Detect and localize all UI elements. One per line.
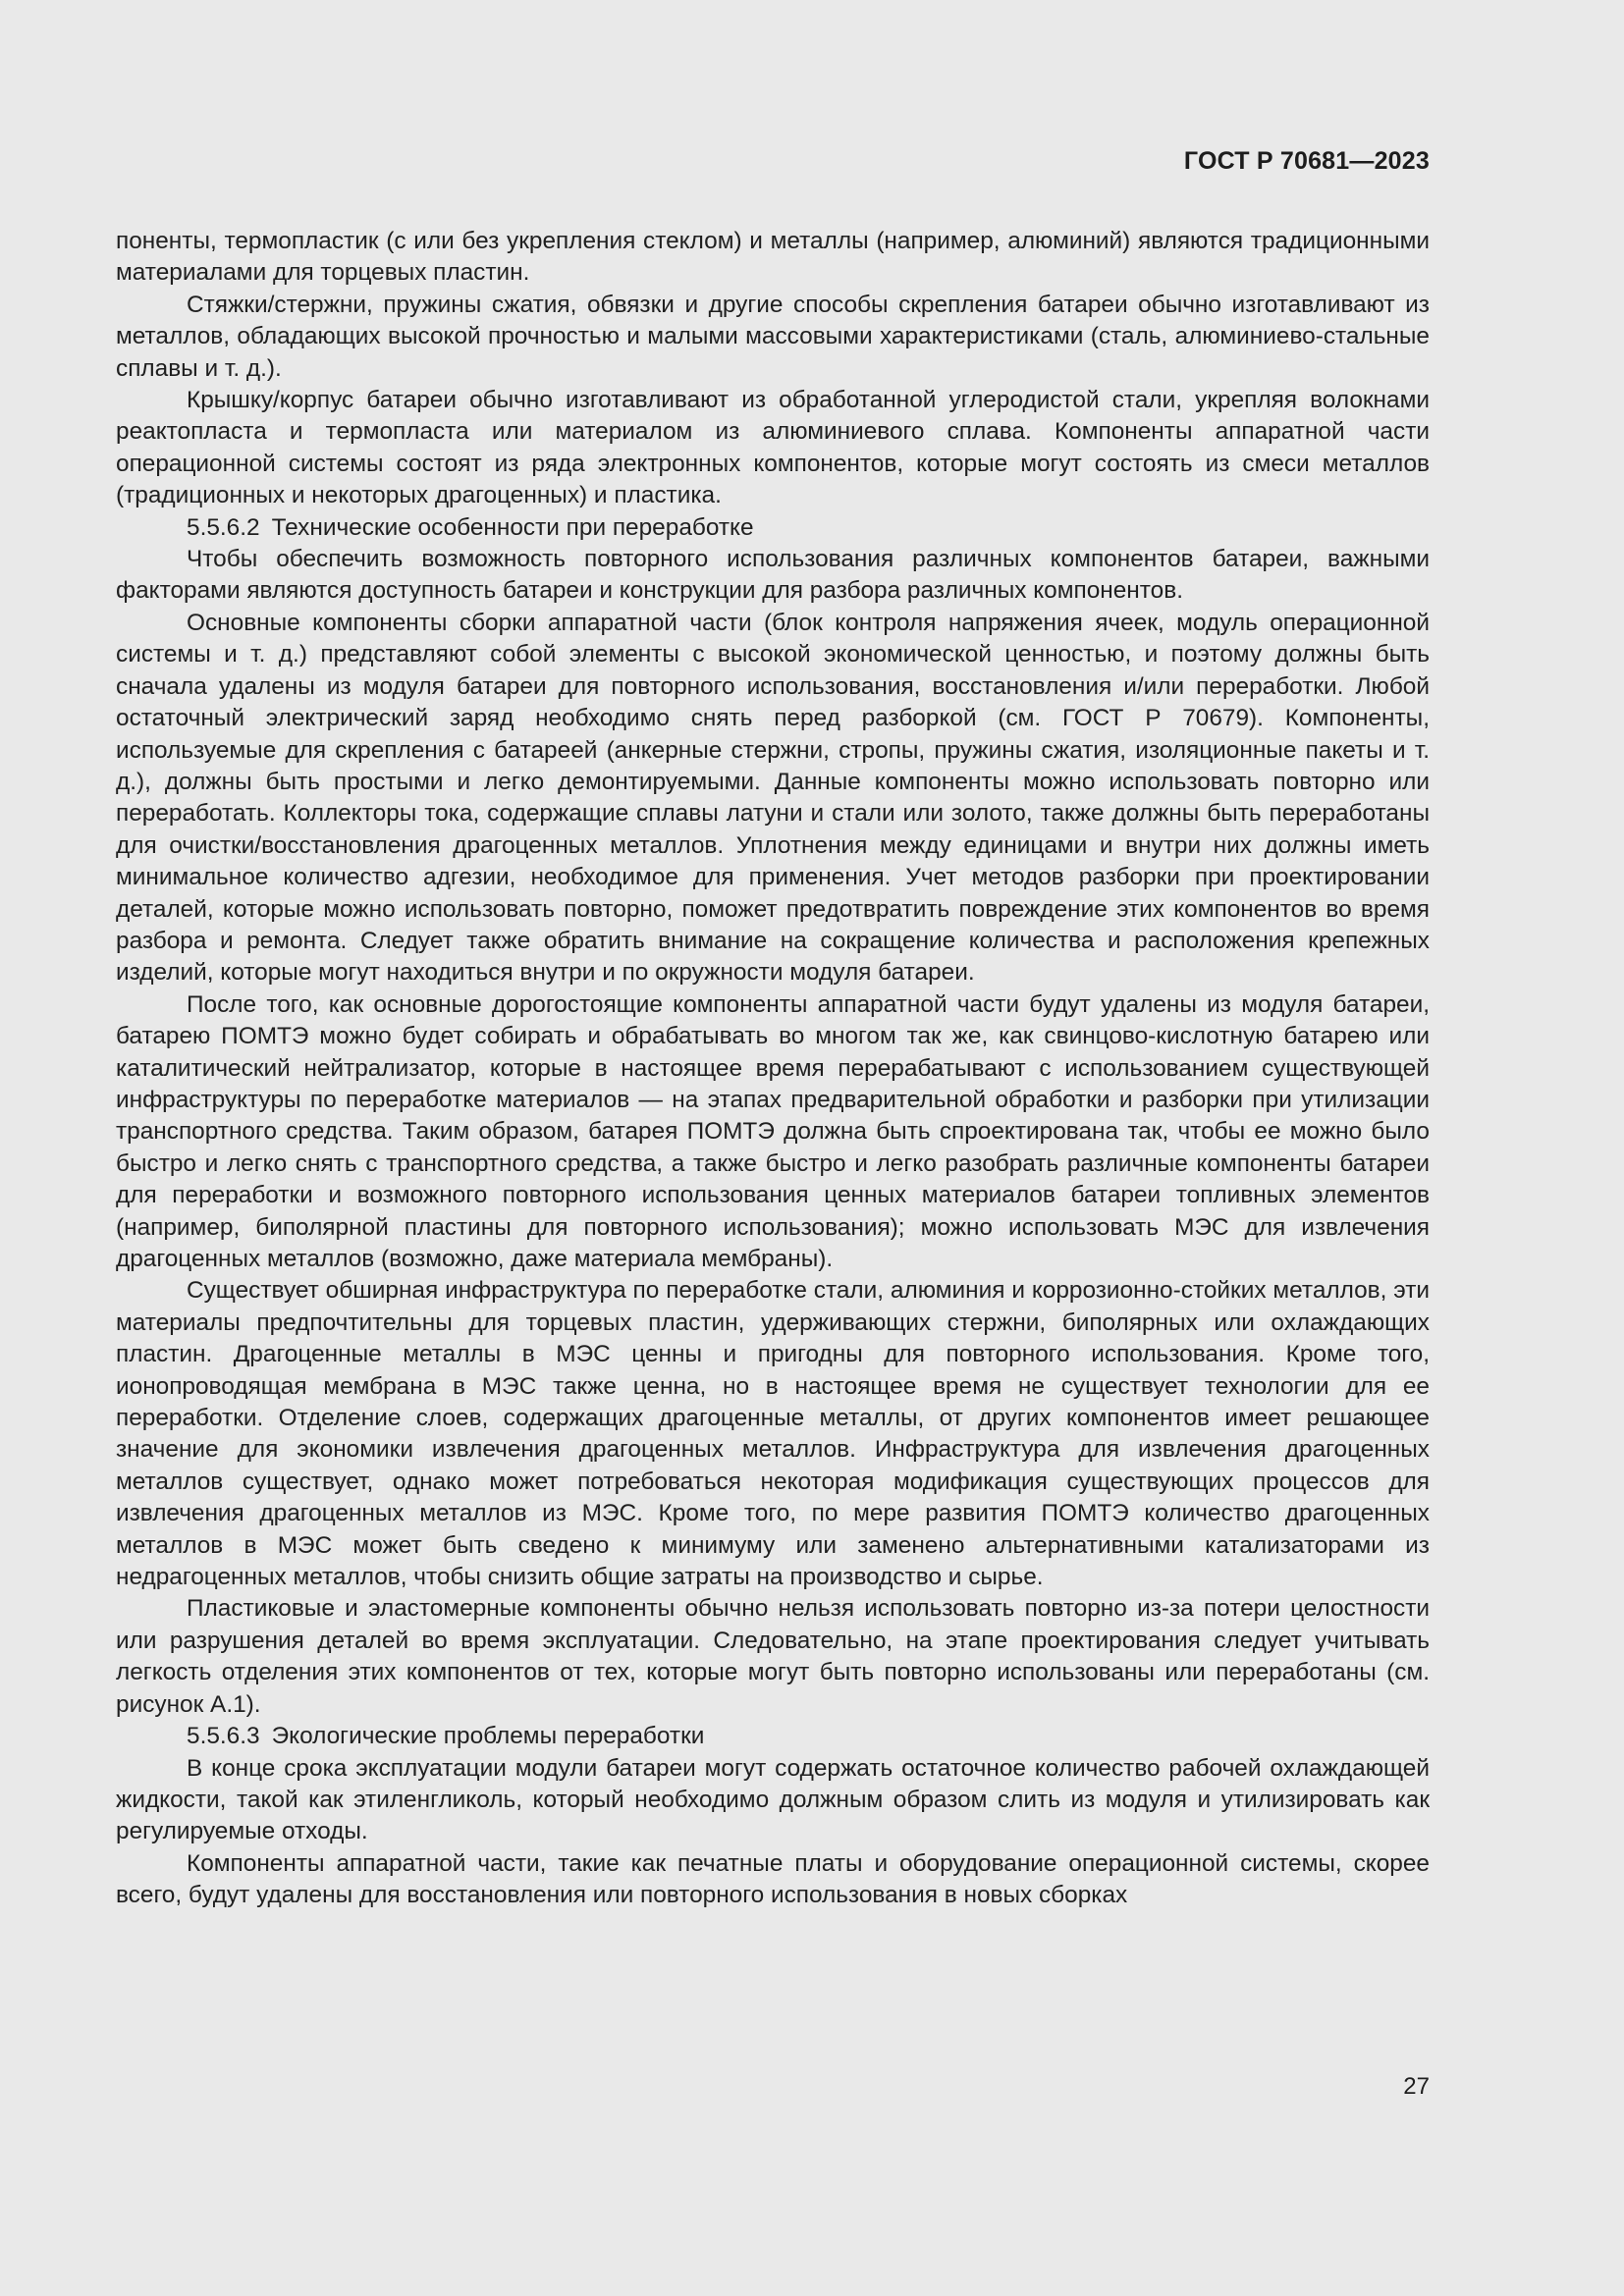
paragraph-continuation: поненты, термопластик (с или без укрепления стеклом) и металлы (например, алюминий) являются традиционными материалами для торцевых пластин.: [116, 228, 1430, 287]
paragraph: Крышку/корпус батареи обычно изготавливают из обработанной углеродистой стали, укрепляя волокнами реактопласта и термопласта или материалом из алюминиевого сплава. Компоненты аппаратной части операционной системы состоят из ряда электронных компонентов, которые могут состоять из смеси металлов (традиционных и некоторых драгоценных) и пластика.: [116, 387, 1430, 509]
paragraph: Чтобы обеспечить возможность повторного использования различных компонентов батареи, важными факторами являются доступность батареи и конструкции для разбора различных компонентов.: [116, 546, 1430, 605]
paragraph: Основные компоненты сборки аппаратной части (блок контроля напряжения ячеек, модуль операционной системы и т. д.) представляют собой элементы с высокой экономической ценностью, и поэтому должны быть сначала удалены из модуля батареи для повторного использования, восстановления и/или переработки. Любой остаточный электрический заряд необходимо снять перед разборкой (см. ГОСТ Р 70679). Компоненты, используемые для скрепления с батареей (анкерные стержни, стропы, пружины сжатия, изоляционные пакеты и т. д.), должны быть простыми и легко демонтируемыми. Данные компоненты можно использовать повторно или переработать. Коллекторы тока, содержащие сплавы латуни и стали или золото, также должны быть переработаны для очистки/восстановления драгоценных металлов. Уплотнения между единицами и внутри них должны иметь минимальное количество адгезии, необходимое для применения. Учет методов разборки при проектировании деталей, которые можно использовать повторно, поможет предотвратить повреждение этих компонентов во время разбора и ремонта. Следует также обратить внимание на сокращение количества и расположения крепежных изделий, которые могут находиться внутри и по окружности модуля батареи.: [116, 609, 1430, 987]
page-number: 27: [1403, 2073, 1430, 2100]
paragraph: После того, как основные дорогостоящие компоненты аппаратной части будут удалены из модуля батареи, батарею ПОМТЭ можно будет собирать и обрабатывать во многом так же, как свинцово-кислотную батарею или каталитический нейтрализатор, которые в настоящее время перерабатывают с использованием существующей инфраструктуры по переработке материалов — на этапах предварительной обработки и разборки при утилизации транспортного средства. Таким образом, батарея ПОМТЭ должна быть спроектирована так, чтобы ее можно было быстро и легко снять с транспортного средства, а также быстро и легко разобрать различные компоненты батареи для переработки и возможного повторного использования ценных материалов батареи топливных элементов (например, биполярной пластины для повторного использования); можно использовать МЭС для извлечения драгоценных металлов (возможно, даже материала мембраны).: [116, 990, 1430, 1272]
section-title: Экологические проблемы переработки: [271, 1723, 705, 1750]
paragraph: Компоненты аппаратной части, такие как печатные платы и оборудование операционной системы, скорее всего, будут удалены для восстановления или повторного использования в новых сборках: [116, 1849, 1430, 1909]
paragraph: В конце срока эксплуатации модули батареи могут содержать остаточное количество рабочей охлаждающей жидкости, такой как этиленгликоль, который необходимо должным образом слить из модуля и утилизировать как регулируемые отходы.: [116, 1754, 1430, 1845]
section-number: 5.5.6.3: [187, 1723, 260, 1750]
section-heading-5-5-6-2: [116, 512, 1430, 544]
section-title: Технические особенности при переработке: [271, 513, 754, 541]
standard-designation: ГОСТ Р 70681—2023: [1183, 147, 1430, 175]
section-heading-5-5-6-3: [116, 1721, 1430, 1752]
section-number: 5.5.6.2: [187, 513, 260, 541]
paragraph: Стяжки/стержни, пружины сжатия, обвязки и другие способы скрепления батареи обычно изготавливают из металлов, обладающих высокой прочностью и малыми массовыми характеристиками (сталь, алюминиево-стальные сплавы и т. д.).: [116, 291, 1430, 382]
document-body: [116, 226, 1430, 1912]
paragraph: Пластиковые и эластомерные компоненты обычно нельзя использовать повторно из-за потери целостности или разрушения деталей во время эксплуатации. Следовательно, на этапе проектирования следует учитывать легкость отделения этих компонентов от тех, которые могут быть повторно использованы или переработаны (см. рисунок А.1).: [116, 1595, 1430, 1718]
paragraph: Существует обширная инфраструктура по переработке стали, алюминия и коррозионно-стойких металлов, эти материалы предпочтительны для торцевых пластин, удерживающих стержни, биполярных или охлаждающих пластин. Драгоценные металлы в МЭС ценны и пригодны для повторного использования. Кроме того, ионопроводящая мембрана в МЭС также ценна, но в настоящее время не существует технологии для ее переработки. Отделение слоев, содержащих драгоценные металлы, от других компонентов имеет решающее значение для экономики извлечения драгоценных металлов. Инфраструктура для извлечения драгоценных металлов существует, однако может потребоваться некоторая модификация существующих процессов для извлечения драгоценных металлов из МЭС. Кроме того, по мере развития ПОМТЭ количество драгоценных металлов в МЭС может быть сведено к минимуму или заменено альтернативными катализаторами из недрагоценных металлов, чтобы снизить общие затраты на производство и сырье.: [116, 1277, 1430, 1591]
